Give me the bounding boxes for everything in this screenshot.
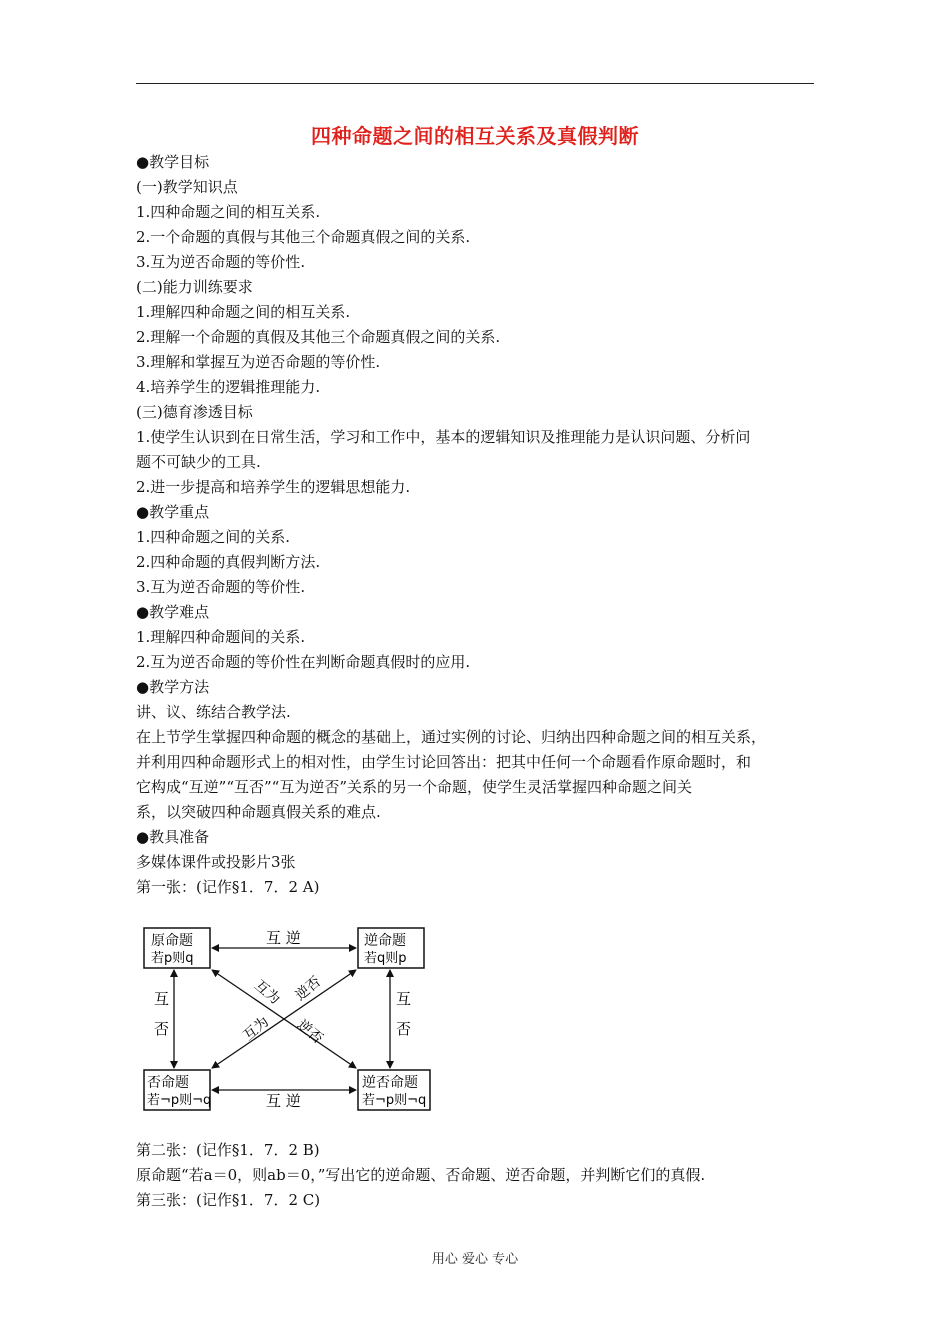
- text-line: 3.互为逆否命题的等价性.: [136, 253, 306, 271]
- text-line: (三)德育渗透目标: [136, 403, 253, 421]
- text-line: ●教学重点: [136, 503, 210, 521]
- text-line: 2.理解一个命题的真假及其他三个命题真假之间的关系.: [136, 328, 501, 346]
- box-contrapositive-title: 逆否命题: [362, 1075, 418, 1091]
- page-footer: 用心 爱心 专心: [431, 1252, 519, 1267]
- text-line: 多媒体课件或投影片3张: [136, 853, 296, 871]
- text-line: 1.理解四种命题之间的相互关系.: [136, 303, 351, 321]
- text-line: ●教学难点: [136, 603, 210, 621]
- text-line: 4.培养学生的逻辑推理能力.: [136, 378, 321, 396]
- text-line: 在上节学生掌握四种命题的概念的基础上，通过实例的讨论、归纳出四种命题之间的相互关系，: [136, 728, 767, 746]
- label-diag-huwei-upper: 互为: [251, 977, 283, 1008]
- text-line: 第一张：(记作§1．7．2 A): [136, 878, 320, 896]
- text-line: 第三张：(记作§1．7．2 C): [136, 1191, 321, 1209]
- text-line: 2.互为逆否命题的等价性在判断命题真假时的应用.: [136, 653, 471, 671]
- box-converse-form: 若q则p: [364, 951, 407, 966]
- text-line: ●教学方法: [136, 678, 210, 696]
- label-top: 互 逆: [266, 929, 301, 947]
- box-contrapositive-form: 若¬p则¬q: [362, 1093, 427, 1108]
- text-line: 第二张：(记作§1．7．2 B): [136, 1141, 320, 1159]
- text-line: 1.四种命题之间的相互关系.: [136, 203, 321, 221]
- text-line: 并利用四种命题形式上的相对性，由学生讨论回答出：把其中任何一个命题看作原命题时，和: [136, 753, 752, 771]
- text-line: 题不可缺少的工具.: [136, 453, 261, 471]
- text-line: (二)能力训练要求: [136, 278, 253, 296]
- text-line: 2.四种命题的真假判断方法.: [136, 553, 321, 571]
- header-rule: [136, 83, 814, 84]
- text-line: 系，以突破四种命题真假关系的难点.: [136, 803, 381, 821]
- text-line: 2.一个命题的真假与其他三个命题真假之间的关系.: [136, 228, 471, 246]
- text-line: 1.四种命题之间的关系.: [136, 528, 291, 546]
- label-right-1: 互: [396, 990, 412, 1008]
- label-diag-nifou-lower: 逆否: [293, 1016, 326, 1048]
- label-left-1: 互: [154, 990, 170, 1008]
- text-line: 3.理解和掌握互为逆否命题的等价性.: [136, 353, 381, 371]
- text-line: 1.使学生认识到在日常生活，学习和工作中，基本的逻辑知识及推理能力是认识问题、分析问: [136, 428, 751, 446]
- page-title: 四种命题之间的相互关系及真假判断: [311, 124, 639, 148]
- box-original-title: 原命题: [151, 933, 193, 949]
- text-line: 2.进一步提高和培养学生的逻辑思想能力.: [136, 478, 411, 496]
- text-line: ●教学目标: [136, 153, 210, 171]
- after-diagram-text: [136, 1138, 820, 1213]
- text-line: 原命题“若a＝0，则ab＝0，”写出它的逆命题、否命题、逆否命题，并判断它们的真假.: [136, 1166, 706, 1184]
- text-line: 讲、议、练结合教学法.: [136, 703, 291, 721]
- text-line: (一)教学知识点: [136, 178, 238, 196]
- label-diag-huwei-lower: 互为: [240, 1013, 273, 1045]
- label-left-2: 否: [154, 1020, 170, 1038]
- box-inverse-form: 若¬p则¬q: [147, 1093, 212, 1108]
- box-original-form: 若p则q: [151, 951, 194, 966]
- text-line: 1.理解四种命题间的关系.: [136, 628, 306, 646]
- four-propositions-diagram: [138, 922, 438, 1117]
- text-line: 它构成“互逆”“互否”“互为逆否”关系的另一个命题，使学生灵活掌握四种命题之间关: [136, 778, 693, 796]
- box-inverse-title: 否命题: [147, 1075, 189, 1091]
- body-text: [136, 150, 820, 900]
- box-converse-title: 逆命题: [364, 933, 406, 949]
- label-right-2: 否: [396, 1020, 412, 1038]
- diagram-svg: [138, 922, 438, 1117]
- text-line: 3.互为逆否命题的等价性.: [136, 578, 306, 596]
- text-line: ●教具准备: [136, 828, 210, 846]
- label-bottom: 互 逆: [266, 1092, 301, 1110]
- label-diag-nifou-upper: 逆否: [292, 973, 325, 1005]
